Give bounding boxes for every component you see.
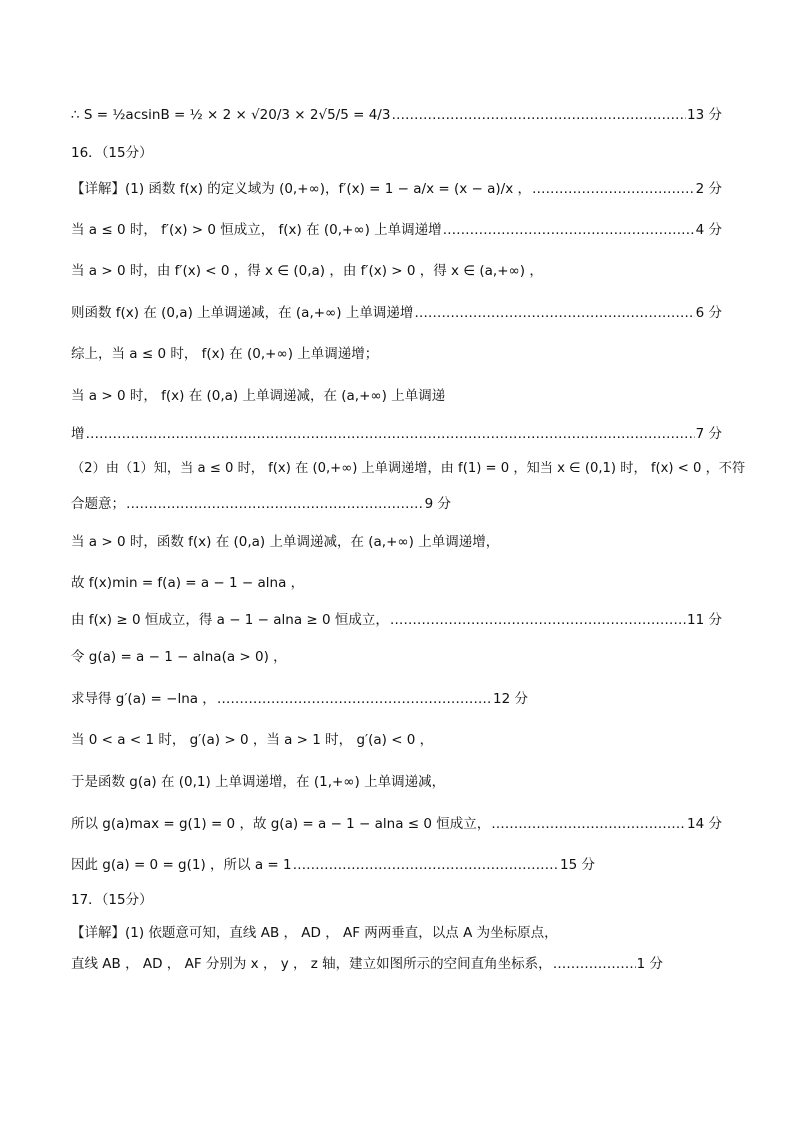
- line-summary-2-cont: 增 …………………………………………………………………………………………………………………………………………………………………………………… 7 分: [71, 425, 722, 443]
- leader-dots: [414, 304, 694, 322]
- problem-16-heading: 16．（15分）: [71, 145, 153, 161]
- line-summary-1: 综上，当 a ≤ 0 时， f(x) 在 (0,+∞) 上单调递增；: [71, 346, 379, 362]
- line-part2-start: （2）由（1）知，当 a ≤ 0 时， f(x) 在 (0,+∞) 上单调递增，由 f(1) = 0 ，知当 x ∈ (0,1) 时， f(x) < 0 ，不符: [71, 461, 746, 476]
- line-case-a-nonpositive: 当 a ≤ 0 时， f′(x) > 0 恒成立， f(x) 在 (0,+∞) 上单调递增 …………………………………………………………………………………………………………………………………………………………………………………… 4 分: [71, 221, 722, 239]
- line-conclusion: 因此 g(a) = 0 = g(1) ，所以 a = 1 …………………………………………………………………………………………………………………………………………………………………………………… 15 分: [71, 856, 595, 874]
- score-mark: 4 分: [695, 222, 722, 238]
- formula-area: ∴ S = ½acsinB = ½ × 2 × √20/3 × 2√5/5 = 4/3: [71, 107, 391, 123]
- leader-dots: [553, 955, 636, 973]
- line-sign-g: 当 0 < a < 1 时， g′(a) > 0 ，当 a > 1 时， g′(a) < 0 ，: [71, 732, 434, 748]
- leader-dots: [532, 180, 695, 198]
- problem-17-heading: 17．（15分）: [71, 892, 153, 908]
- line-17-setup-1: 【详解】(1) 依题意可知，直线 AB ， AD ， AF 两两垂直，以点 A 为坐标原点，: [71, 925, 558, 941]
- leader-dots: [391, 106, 686, 124]
- line-define-g: 令 g(a) = a − 1 − alna(a > 0) ，: [71, 649, 287, 665]
- line-summary-2: 当 a > 0 时， f(x) 在 (0,a) 上单调递减，在 (a,+∞) 上单调递: [71, 388, 446, 404]
- score-mark: 13 分: [687, 107, 722, 123]
- line-17-setup-2: 直线 AB ， AD ， AF 分别为 x ， y ， z 轴，建立如图所示的空间直角坐标系， …………………………………………………………………………………………………………………………………………………………………………………… 1 分: [71, 955, 663, 973]
- leader-dots: [443, 221, 695, 239]
- leader-dots: [491, 815, 686, 833]
- line-derivative-g: 求导得 g′(a) = −lna ， …………………………………………………………………………………………………………………………………………………………………………………… 12 分: [71, 690, 528, 708]
- score-mark: 14 分: [687, 816, 722, 832]
- leader-dots: [126, 495, 424, 513]
- score-mark: 1 分: [636, 956, 663, 972]
- line-domain-derivative: 【详解】(1) 函数 f(x) 的定义域为 (0,+∞)，f′(x) = 1 − a/x = (x − a)/x ， …………………………………………………………………………………………………………………………………………………………………………………… 2 分: [71, 180, 722, 198]
- leader-dots: [86, 425, 695, 443]
- line-gmax: 所以 g(a)max = g(1) = 0 ，故 g(a) = a − 1 − alna ≤ 0 恒成立， …………………………………………………………………………………………………………………………………………………………………………………… 14 分: [71, 815, 722, 833]
- line-case-a-positive: 当 a > 0 时，由 f′(x) < 0 ，得 x ∈ (0,a) ，由 f′(x) > 0 ，得 x ∈ (a,+∞) ，: [71, 263, 543, 279]
- line-fmin: 故 f(x)min = f(a) = a − 1 − alna ，: [71, 575, 305, 591]
- score-mark: 2 分: [695, 181, 722, 197]
- leader-dots: [390, 611, 686, 629]
- leader-dots: [293, 856, 559, 874]
- line-inequality: 由 f(x) ≥ 0 恒成立，得 a − 1 − alna ≥ 0 恒成立， …………………………………………………………………………………………………………………………………………………………………………………… 11 分: [71, 611, 722, 629]
- line-a-positive-part2: 当 a > 0 时，函数 f(x) 在 (0,a) 上单调递减，在 (a,+∞) 上单调递增，: [71, 534, 500, 550]
- score-mark: 15 分: [560, 857, 595, 873]
- score-mark: 7 分: [695, 426, 722, 442]
- line-monotonic-intervals: 则函数 f(x) 在 (0,a) 上单调递减，在 (a,+∞) 上单调递增 …………………………………………………………………………………………………………………………………………………………………………………… 6 分: [71, 304, 722, 322]
- line-area-result: [71, 106, 722, 124]
- line-monotonic-g: 于是函数 g(a) 在 (0,1) 上单调递增，在 (1,+∞) 上单调递减，: [71, 774, 446, 790]
- score-mark: 6 分: [695, 305, 722, 321]
- score-mark: 9 分: [424, 496, 451, 512]
- line-not-valid: 合题意； …………………………………………………………………………………………………………………………………………………………………………………… 9 分: [71, 495, 451, 513]
- score-mark: 12 分: [493, 691, 528, 707]
- leader-dots: [217, 690, 492, 708]
- score-mark: 11 分: [687, 612, 722, 628]
